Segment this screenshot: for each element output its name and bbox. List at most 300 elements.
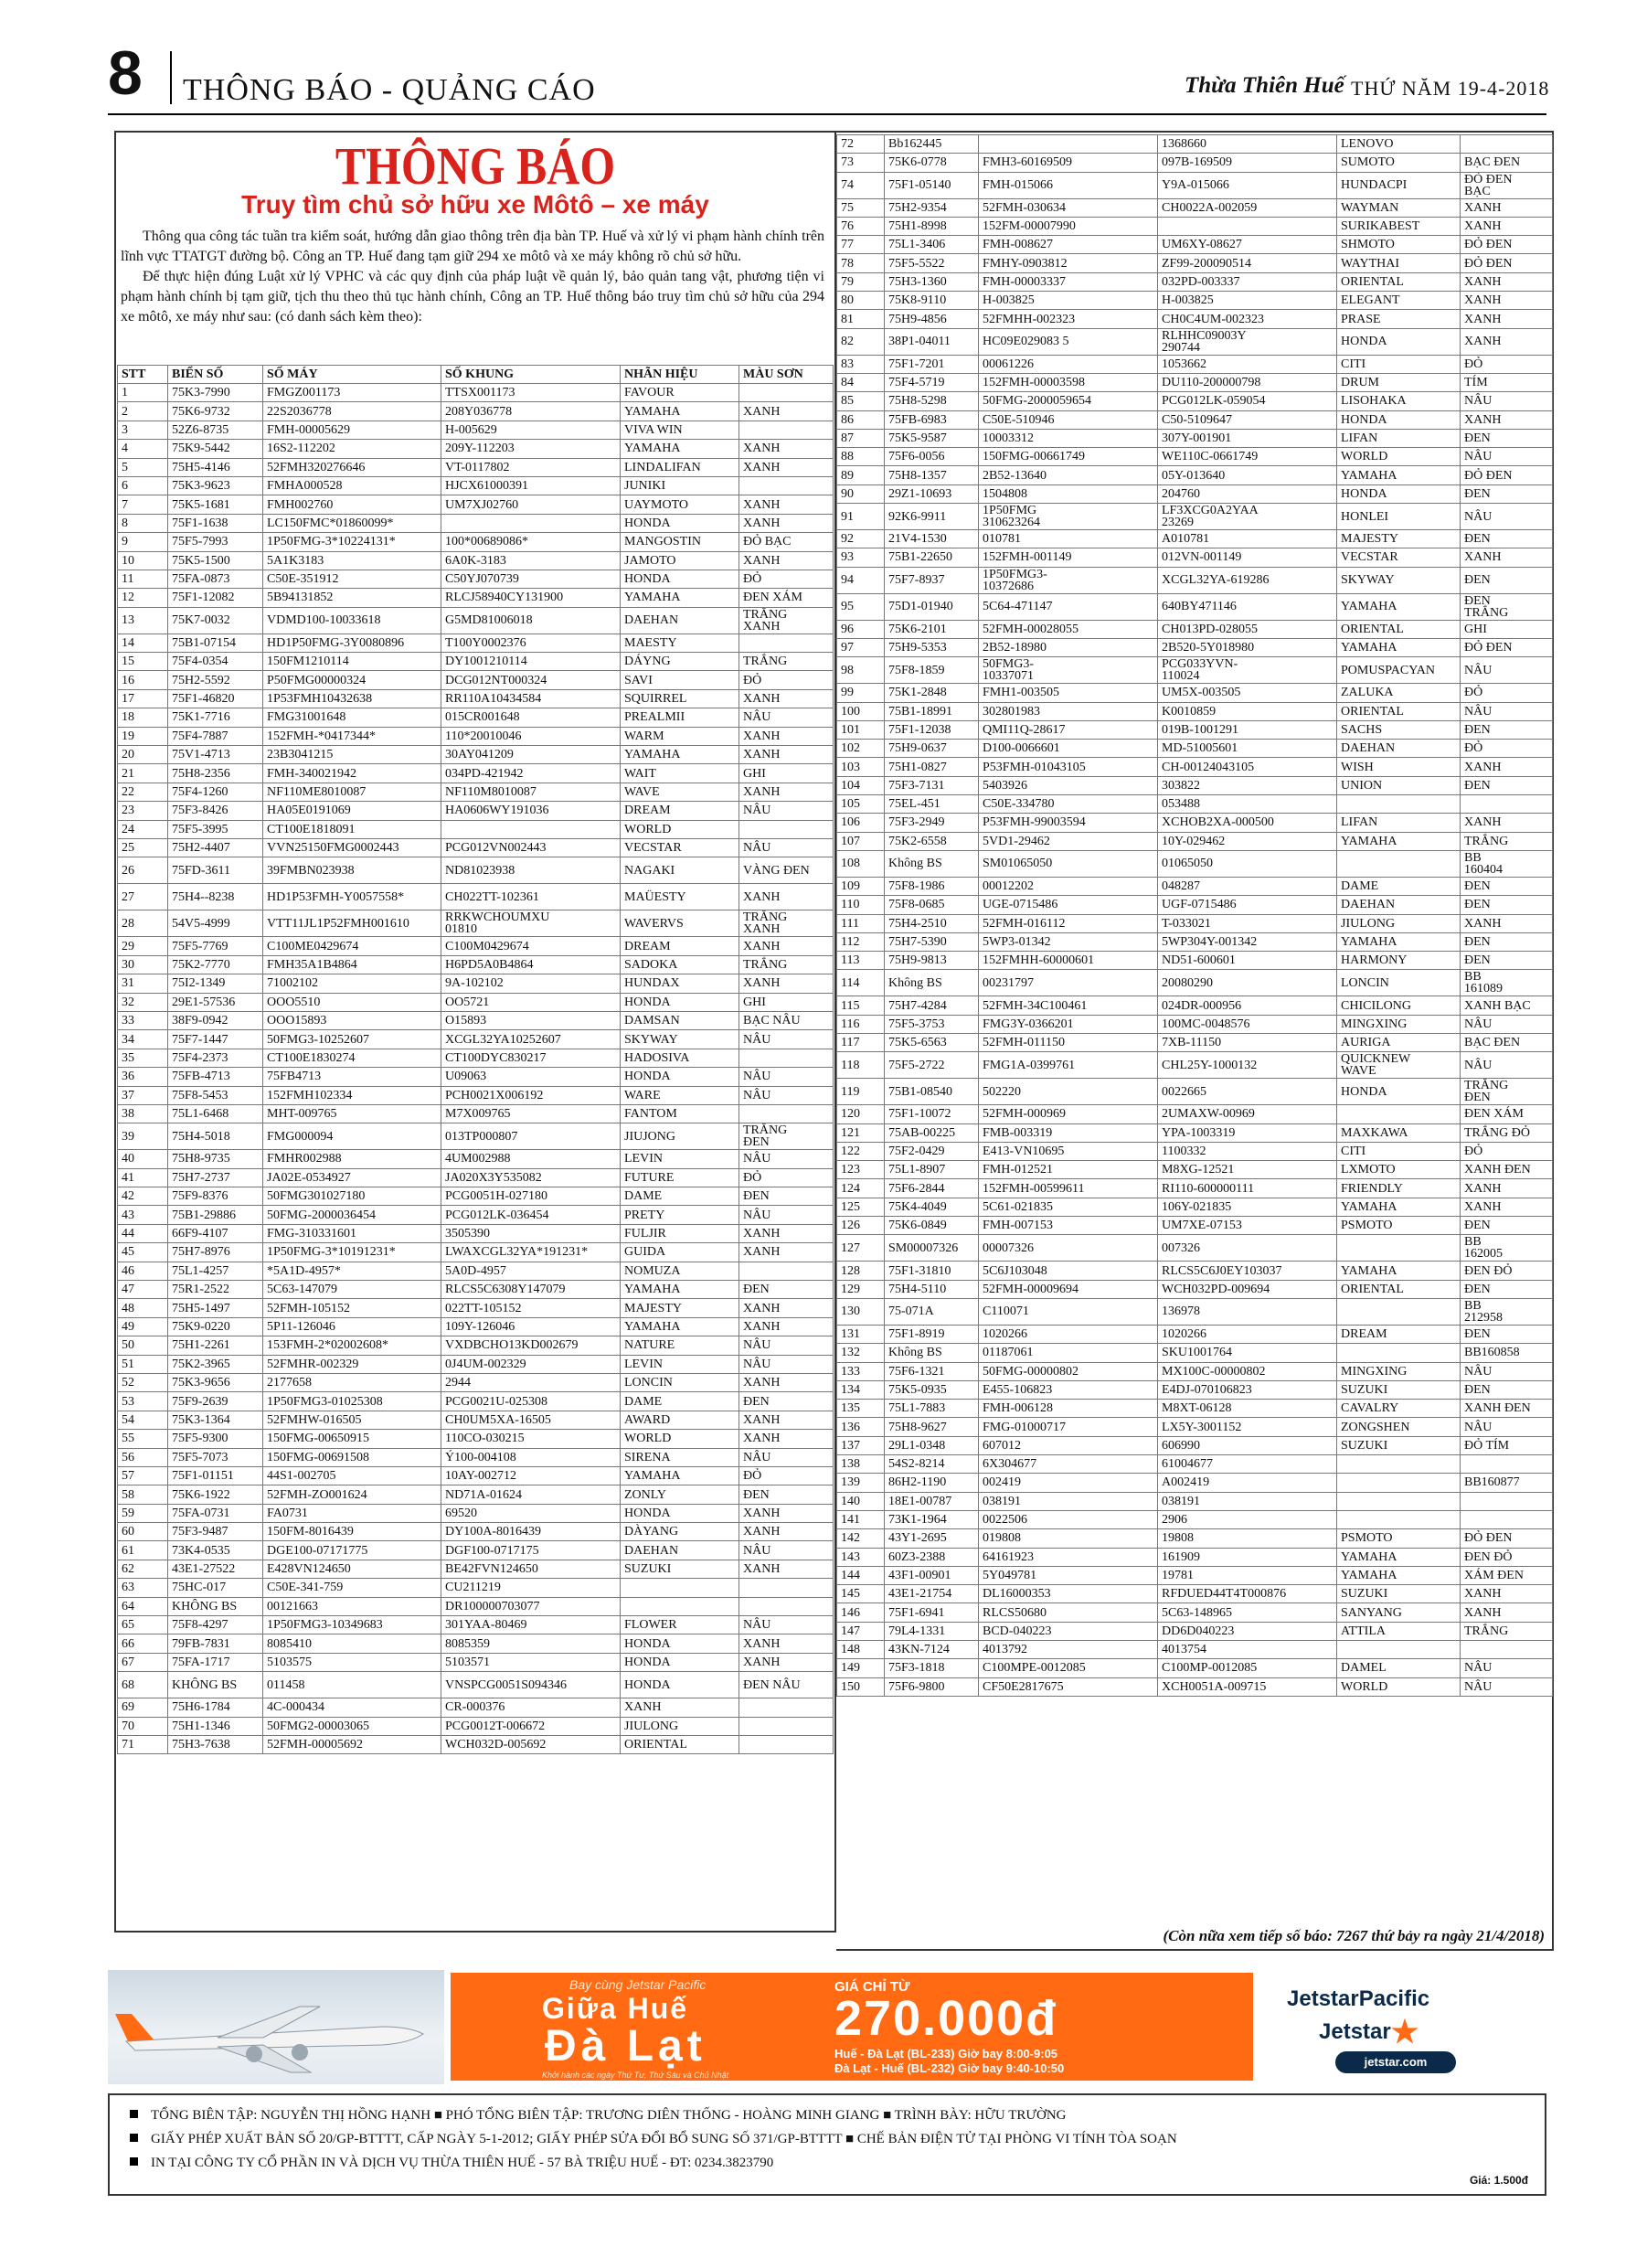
cell-plate: 75K6-9732 (168, 402, 263, 421)
cell-brand: SIRENA (621, 1448, 739, 1466)
cell-color: ĐỎ ĐEN (1461, 236, 1553, 254)
cell-frame-no: 30AY041209 (441, 746, 621, 764)
cell-stt: 109 (837, 877, 885, 895)
table-row (837, 198, 1553, 217)
cell-frame-no: M8XG-12521 (1158, 1161, 1337, 1179)
cell-frame-no: Y9A-015066 (1158, 172, 1337, 198)
cell-engine-no: *5A1D-4957* (263, 1262, 441, 1280)
cell-brand: PRETY (621, 1206, 739, 1224)
table-row (118, 1672, 834, 1698)
cell-plate: 75F8-1859 (885, 657, 979, 684)
cell-engine-no: OOO5510 (263, 993, 441, 1011)
cell-frame-no: ND71A-01624 (441, 1485, 621, 1504)
table-row (118, 1336, 834, 1355)
cell-plate: 75K9-0220 (168, 1317, 263, 1336)
cell-stt: 102 (837, 740, 885, 758)
cell-stt: 31 (118, 974, 168, 993)
cell-color: TRẮNG ĐỎ (1461, 1123, 1553, 1142)
cell-stt: 23 (118, 802, 168, 820)
cell-stt: 129 (837, 1280, 885, 1298)
cell-stt: 69 (118, 1698, 168, 1717)
cell-stt: 112 (837, 932, 885, 951)
cell-frame-no: 106Y-021835 (1158, 1198, 1337, 1216)
table-row (837, 1262, 1553, 1280)
table-row (837, 328, 1553, 355)
cell-brand: HONDA (621, 993, 739, 1011)
cell-stt: 93 (837, 548, 885, 567)
cell-engine-no: 4C-000434 (263, 1698, 441, 1717)
cell-engine-no: 52FMH-011150 (979, 1033, 1158, 1051)
cell-stt: 91 (837, 504, 885, 530)
cell-brand: HONDA (1337, 484, 1461, 503)
cell-color: ĐEN NÂU (739, 1672, 834, 1698)
cell-color: ĐỎ (739, 1466, 834, 1485)
cell-engine-no (979, 135, 1158, 154)
cell-frame-no: 1100332 (1158, 1142, 1337, 1160)
cell-plate: 21V4-1530 (885, 530, 979, 548)
cell-brand: WORLD (621, 820, 739, 838)
cell-color: XANH (739, 514, 834, 532)
cell-plate: 73K1-1964 (885, 1510, 979, 1528)
table-row (837, 1280, 1553, 1298)
cell-engine-no: 52FMH-34C100461 (979, 996, 1158, 1015)
cell-engine-no: E428VN124650 (263, 1560, 441, 1578)
cell-plate: 75F5-7769 (168, 937, 263, 955)
table-row (837, 1418, 1553, 1436)
cell-engine-no: 52FMH-00009694 (979, 1280, 1158, 1298)
cell-stt: 27 (118, 884, 168, 910)
cell-color: NÂU (1461, 392, 1553, 410)
cell-plate: 75F7-1447 (168, 1030, 263, 1049)
section-title: THÔNG BÁO - QUẢNG CÁO (183, 73, 596, 107)
header-engine-no: SỐ MÁY (263, 366, 441, 384)
cell-color: XANH (739, 783, 834, 801)
cell-color: ĐEN (739, 1485, 834, 1504)
cell-color: XÁM ĐEN (1461, 1566, 1553, 1584)
table-row (837, 1677, 1553, 1696)
cell-engine-no: 153FMH-2*02002608* (263, 1336, 441, 1355)
cell-engine-no: HD1P53FMH-Y0057558* (263, 884, 441, 910)
cell-stt: 72 (837, 135, 885, 154)
cell-plate: 75F5-5522 (885, 254, 979, 272)
notice-subtitle: Truy tìm chủ sở hữu xe Môtô – xe máy (241, 190, 709, 218)
cell-color: ĐEN (1461, 567, 1553, 593)
cell-color: NÂU (739, 1086, 834, 1104)
table-row (118, 727, 834, 745)
cell-color: NÂU (739, 802, 834, 820)
cell-color (739, 634, 834, 652)
cell-plate: 75K4-4049 (885, 1198, 979, 1216)
cell-stt: 143 (837, 1548, 885, 1566)
cell-color: NÂU (1461, 657, 1553, 684)
cell-brand: PREALMII (621, 708, 739, 727)
cell-color: BẠC ĐEN (1461, 154, 1553, 172)
ad-tagline: Bay cùng Jetstar Pacific (569, 1977, 707, 1992)
cell-engine-no: 52FMH-016112 (979, 914, 1158, 932)
cell-plate: 75B1-08540 (885, 1079, 979, 1105)
cell-plate: 75H8-5298 (885, 392, 979, 410)
cell-stt: 68 (118, 1672, 168, 1698)
table-row (118, 1634, 834, 1653)
cell-brand: DREAM (621, 937, 739, 955)
cell-brand: HADOSIVA (621, 1049, 739, 1067)
cell-frame-no: 024DR-000956 (1158, 996, 1337, 1015)
cell-engine-no: 502220 (979, 1079, 1158, 1105)
cell-brand: HONDA (1337, 410, 1461, 429)
cell-engine-no: FMH-015066 (979, 172, 1158, 198)
table-row (837, 1142, 1553, 1160)
cell-frame-no: 0022665 (1158, 1079, 1337, 1105)
cell-engine-no: P53FMH-01043105 (979, 758, 1158, 776)
cell-frame-no: VNSPCG0051S094346 (441, 1672, 621, 1698)
cell-stt: 18 (118, 708, 168, 727)
cell-frame-no: 05Y-013640 (1158, 466, 1337, 484)
cell-engine-no: FMHR002988 (263, 1150, 441, 1168)
cell-stt: 135 (837, 1400, 885, 1418)
vehicle-table-right (836, 134, 1553, 1697)
table-row (118, 1281, 834, 1299)
table-row (837, 548, 1553, 567)
cell-plate: 75L1-4257 (168, 1262, 263, 1280)
cell-plate: 75L1-6468 (168, 1104, 263, 1123)
cell-color: ĐỎ (1461, 1142, 1553, 1160)
cell-frame-no: 2UMAXW-00969 (1158, 1105, 1337, 1123)
cell-frame-no: DR100000703077 (441, 1597, 621, 1615)
cell-brand: YAMAHA (1337, 832, 1461, 850)
cell-color: GHI (739, 993, 834, 1011)
cell-brand: DAEHAN (1337, 896, 1461, 914)
cell-color: TRẮNG (1461, 1622, 1553, 1640)
cell-plate: 75F4-2373 (168, 1049, 263, 1067)
table-row (118, 884, 834, 910)
cell-engine-no: 00007326 (979, 1235, 1158, 1262)
cell-frame-no: C100M0429674 (441, 937, 621, 955)
cell-frame-no: LWAXCGL32YA*191231* (441, 1243, 621, 1262)
cell-brand: JAMOTO (621, 551, 739, 570)
cell-plate: 75H4--8238 (168, 884, 263, 910)
cell-stt: 95 (837, 593, 885, 620)
cell-brand: YAMAHA (1337, 1566, 1461, 1584)
cell-engine-no: FA0731 (263, 1504, 441, 1522)
cell-color (739, 1579, 834, 1597)
cell-frame-no: 303822 (1158, 776, 1337, 794)
jetstar-url[interactable]: jetstar.com (1335, 2051, 1456, 2073)
cell-stt: 2 (118, 402, 168, 421)
cell-engine-no: 5A1K3183 (263, 551, 441, 570)
table-row (837, 1161, 1553, 1179)
cell-brand: SURIKABEST (1337, 217, 1461, 235)
cell-frame-no: CH-00124043105 (1158, 758, 1337, 776)
cell-plate: 75K6-0849 (885, 1217, 979, 1235)
cell-plate: 75H9-0637 (885, 740, 979, 758)
table-row (837, 1380, 1553, 1399)
cell-brand: NAGAKI (621, 857, 739, 884)
cell-engine-no: RLCS50680 (979, 1603, 1158, 1622)
jetstar-ad[interactable] (108, 1970, 1546, 2084)
cell-brand: WAYTHAI (1337, 254, 1461, 272)
cell-engine-no: BCD-040223 (979, 1622, 1158, 1640)
cell-color: XANH (739, 1373, 834, 1391)
cell-plate: 75-071A (885, 1298, 979, 1325)
cell-engine-no: CT100E1818091 (263, 820, 441, 838)
cell-brand: XANH (621, 1698, 739, 1717)
cell-brand: LONCIN (621, 1373, 739, 1391)
cell-frame-no: 5WP304Y-001342 (1158, 932, 1337, 951)
cell-engine-no: 8085410 (263, 1634, 441, 1653)
cell-frame-no: TTSX001173 (441, 384, 621, 402)
cell-frame-no: C50-5109647 (1158, 410, 1337, 429)
cell-engine-no: LC150FMC*01860099* (263, 514, 441, 532)
cell-plate: 75F6-9800 (885, 1677, 979, 1696)
cell-brand (1337, 1105, 1461, 1123)
cell-stt: 38 (118, 1104, 168, 1123)
cell-engine-no: FMH002760 (263, 495, 441, 514)
cell-color (739, 1597, 834, 1615)
cell-stt: 15 (118, 653, 168, 671)
cell-color: TRẮNG ĐEN (739, 1123, 834, 1150)
header-plate: BIỂN SỐ (168, 366, 263, 384)
cell-engine-no: NF110ME8010087 (263, 783, 441, 801)
table-row (837, 410, 1553, 429)
cell-engine-no: 2177658 (263, 1373, 441, 1391)
cell-color: XANH (1461, 1179, 1553, 1198)
cell-engine-no: 52FMH320276646 (263, 458, 441, 476)
cell-color: NÂU (1461, 1659, 1553, 1677)
cell-brand: SUZUKI (1337, 1380, 1461, 1399)
cell-plate: 75B1-07154 (168, 634, 263, 652)
table-row (837, 952, 1553, 970)
cell-stt: 71 (118, 1736, 168, 1754)
cell-frame-no: 5103571 (441, 1653, 621, 1671)
cell-engine-no: 52FMH-ZO001624 (263, 1485, 441, 1504)
cell-color (1461, 1455, 1553, 1474)
cell-stt: 16 (118, 671, 168, 689)
cell-brand: SUZUKI (621, 1560, 739, 1578)
table-row (118, 1430, 834, 1448)
cell-plate: 75F7-8937 (885, 567, 979, 593)
cell-engine-no: 150FMG-00650915 (263, 1430, 441, 1448)
cell-frame-no: DD6D040223 (1158, 1622, 1337, 1640)
cell-plate: 75FB-4713 (168, 1068, 263, 1086)
cell-engine-no: FMG3Y-0366201 (979, 1015, 1158, 1033)
cell-color: ĐEN ĐỎ (1461, 1262, 1553, 1280)
cell-color: ĐỎ (739, 570, 834, 588)
vehicle-table-left (117, 365, 834, 1754)
cell-stt: 121 (837, 1123, 885, 1142)
table-row (837, 217, 1553, 235)
cell-plate: 75D1-01940 (885, 593, 979, 620)
cell-frame-no: OO5721 (441, 993, 621, 1011)
cell-color: NÂU (1461, 504, 1553, 530)
cell-frame-no: ZF99-200090514 (1158, 254, 1337, 272)
cell-stt: 14 (118, 634, 168, 652)
cell-frame-no: 204760 (1158, 484, 1337, 503)
cell-brand: ZONLY (621, 1485, 739, 1504)
cell-stt: 61 (118, 1541, 168, 1560)
cell-brand: LISOHAKA (1337, 392, 1461, 410)
cell-frame-no: PCG0021U-025308 (441, 1392, 621, 1411)
cell-frame-no: 5C63-148965 (1158, 1603, 1337, 1622)
cell-plate: 75F9-2639 (168, 1392, 263, 1411)
cell-frame-no: HA0606WY191036 (441, 802, 621, 820)
table-row (837, 236, 1553, 254)
cell-engine-no: FMH-00003337 (979, 272, 1158, 291)
table-row (837, 1529, 1553, 1548)
cell-plate: 75F4-0354 (168, 653, 263, 671)
table-row (837, 932, 1553, 951)
cell-plate: 75B1-18991 (885, 702, 979, 720)
cell-frame-no: M8XT-06128 (1158, 1400, 1337, 1418)
cell-plate: 75L1-3406 (885, 236, 979, 254)
cell-engine-no: 50FMG3-10252607 (263, 1030, 441, 1049)
cell-plate: 75H1-0827 (885, 758, 979, 776)
cell-stt: 32 (118, 993, 168, 1011)
table-row (837, 484, 1553, 503)
cell-stt: 85 (837, 392, 885, 410)
cell-engine-no: 00061226 (979, 355, 1158, 373)
cell-frame-no: 4UM002988 (441, 1150, 621, 1168)
cell-color: BẠC ĐEN (1461, 1033, 1553, 1051)
footer-price: Giá: 1.500đ (1469, 2174, 1528, 2187)
table-row (118, 1466, 834, 1485)
cell-stt: 89 (837, 466, 885, 484)
cell-brand: YAMAHA (1337, 593, 1461, 620)
cell-plate: 75K5-1681 (168, 495, 263, 514)
cell-color: TÍM (1461, 373, 1553, 391)
cell-color: NÂU (1461, 1362, 1553, 1380)
cell-color: BB 161089 (1461, 970, 1553, 996)
cell-engine-no: 5P11-126046 (263, 1317, 441, 1336)
cell-engine-no: FMG-310331601 (263, 1224, 441, 1242)
jetstar-logo (1319, 2014, 1419, 2050)
cell-frame-no: 19781 (1158, 1566, 1337, 1584)
cell-engine-no: 50FMG2-00003065 (263, 1717, 441, 1735)
table-row (837, 720, 1553, 739)
cell-stt: 24 (118, 820, 168, 838)
table-row (118, 1355, 834, 1373)
cell-brand (1337, 1510, 1461, 1528)
cell-engine-no: C50E-334780 (979, 795, 1158, 814)
cell-color (739, 1698, 834, 1717)
cell-brand: UNION (1337, 776, 1461, 794)
table-row (118, 1206, 834, 1224)
cell-stt: 81 (837, 310, 885, 328)
cell-engine-no: 1P50FMG-3*10191231* (263, 1243, 441, 1262)
cell-engine-no: FMG31001648 (263, 708, 441, 727)
cell-stt: 149 (837, 1659, 885, 1677)
table-row (837, 620, 1553, 638)
cell-brand: CITI (1337, 355, 1461, 373)
newspaper-name: Thừa Thiên Huế (1185, 73, 1344, 98)
cell-color (1461, 135, 1553, 154)
cell-frame-no: ND81023938 (441, 857, 621, 884)
cell-brand (1337, 1474, 1461, 1492)
cell-color (739, 384, 834, 402)
cell-brand (1337, 1492, 1461, 1510)
cell-color: XANH (739, 1299, 834, 1317)
cell-engine-no: 011458 (263, 1672, 441, 1698)
cell-stt: 40 (118, 1150, 168, 1168)
cell-stt: 58 (118, 1485, 168, 1504)
cell-stt: 62 (118, 1560, 168, 1578)
cell-color: XANH (739, 402, 834, 421)
cell-brand: DAEHAN (621, 607, 739, 634)
cell-stt: 6 (118, 476, 168, 495)
cell-plate: 75K1-2848 (885, 684, 979, 702)
cell-brand (1337, 850, 1461, 877)
cell-frame-no: VT-0117802 (441, 458, 621, 476)
cell-color: XANH (739, 1430, 834, 1448)
table-row (837, 1659, 1553, 1677)
cell-brand: JIUJONG (621, 1123, 739, 1150)
cell-color: TRẮNG (1461, 832, 1553, 850)
cell-stt: 80 (837, 292, 885, 310)
cell-frame-no: 69520 (441, 1504, 621, 1522)
cell-stt: 22 (118, 783, 168, 801)
cell-brand: WARM (621, 727, 739, 745)
cell-plate: 75H8-1357 (885, 466, 979, 484)
cell-stt: 96 (837, 620, 885, 638)
footer-editors: TỔNG BIÊN TẬP: NGUYỄN THỊ HỒNG HẠNH ■ PHÓ TỔNG BIÊN TẬP: TRƯƠNG DIÊN THỐNG - HOÀNG MINH GIANG ■ TRÌNH BÀY: HỮU TRƯỜNG (130, 2108, 1067, 2124)
cell-plate: 75F4-7887 (168, 727, 263, 745)
table-row (118, 570, 834, 588)
cell-color: BB 160404 (1461, 850, 1553, 877)
cell-stt: 128 (837, 1262, 885, 1280)
cell-color: ĐEN (739, 1281, 834, 1299)
table-row (118, 1698, 834, 1717)
cell-engine-no: FMG000094 (263, 1123, 441, 1150)
cell-stt: 39 (118, 1123, 168, 1150)
table-row (118, 974, 834, 993)
cell-brand: PRASE (1337, 310, 1461, 328)
cell-frame-no: PCG012VN002443 (441, 838, 621, 857)
table-row (837, 448, 1553, 466)
cell-frame-no: NF110M8010087 (441, 783, 621, 801)
table-row (118, 1049, 834, 1067)
table-row (837, 877, 1553, 895)
ad-route-to: Đà Lạt (545, 2022, 707, 2071)
cell-plate: 75H6-1784 (168, 1698, 263, 1717)
cell-frame-no (1158, 217, 1337, 235)
cell-engine-no: 5C61-021835 (979, 1198, 1158, 1216)
cell-frame-no: 109Y-126046 (441, 1317, 621, 1336)
cell-color: ĐEN (1461, 1325, 1553, 1343)
cell-frame-no: LF3XCG0A2YAA 23269 (1158, 504, 1337, 530)
cell-color: TRẮNG (739, 653, 834, 671)
table-row (837, 914, 1553, 932)
table-row (837, 1235, 1553, 1262)
cell-color: ĐEN (739, 1187, 834, 1206)
table-row (118, 402, 834, 421)
table-row (837, 567, 1553, 593)
cell-stt: 36 (118, 1068, 168, 1086)
cell-brand: HONDA (621, 1634, 739, 1653)
cell-engine-no: 2B52-13640 (979, 466, 1158, 484)
cell-plate: 75K5-1500 (168, 551, 263, 570)
cell-plate: 75H2-9354 (885, 198, 979, 217)
cell-stt: 92 (837, 530, 885, 548)
cell-frame-no: 097B-169509 (1158, 154, 1337, 172)
table-row (837, 758, 1553, 776)
cell-frame-no: WE110C-0661749 (1158, 448, 1337, 466)
header-divider (170, 51, 172, 104)
cell-frame-no: HJCX61000391 (441, 476, 621, 495)
cell-engine-no: 52FMHR-002329 (263, 1355, 441, 1373)
cell-brand: MAÜESTY (621, 884, 739, 910)
cell-frame-no: C100MP-0012085 (1158, 1659, 1337, 1677)
cell-engine-no: 16S2-112202 (263, 440, 441, 458)
cell-brand: YAMAHA (621, 746, 739, 764)
